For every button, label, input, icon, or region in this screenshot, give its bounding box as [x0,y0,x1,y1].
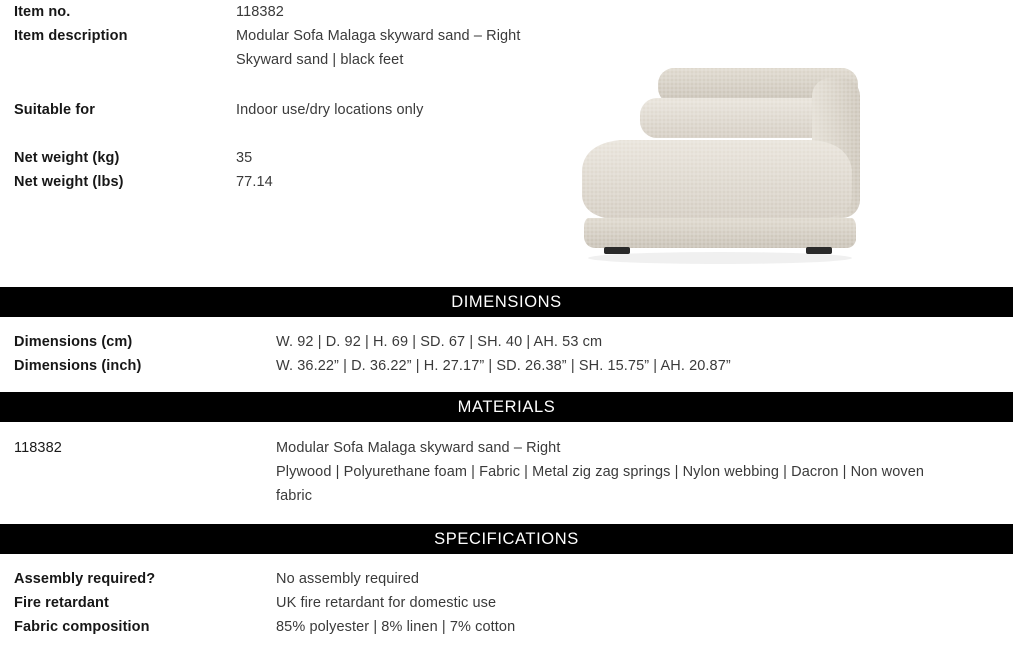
row-fire-retardant [0,591,1013,615]
net-weight-lbs-label: Net weight (lbs) [14,174,124,190]
dimensions-inch-value: W. 36.22” | D. 36.22” | H. 27.17” | SD. 26.38” | SH. 15.75” | AH. 20.87” [276,358,731,374]
row-fabric-composition [0,615,1013,639]
fabric-composition-label: Fabric composition [14,619,150,635]
materials-composition-line-1: Plywood | Polyurethane foam | Fabric | Metal zig zag springs | Nylon webbing | Dacron | Non woven [276,464,925,480]
assembly-required-label: Assembly required? [14,571,156,587]
assembly-required-value: No assembly required [276,571,420,587]
fire-retardant-value: UK fire retardant for domestic use [276,595,497,611]
row-dimensions-cm [0,330,1013,354]
fire-retardant-label: Fire retardant [14,595,109,611]
row-suitable-for [0,98,1013,122]
dimensions-cm-value: W. 92 | D. 92 | H. 69 | SD. 67 | SH. 40 | AH. 53 cm [276,334,603,350]
item-no-label: Item no. [14,4,71,20]
materials-composition-line-2: fabric [276,488,313,504]
net-weight-kg-value: 35 [236,150,253,166]
item-description-value [236,24,1013,72]
row-assembly-required [0,567,1013,591]
spacer-after-suitable [0,122,1013,146]
row-net-weight-kg [0,146,1013,170]
item-description-line-1: Modular Sofa Malaga skyward sand – Right [236,28,521,44]
materials-block [0,422,1013,524]
item-no-value: 118382 [236,4,284,20]
materials-value [236,436,1013,508]
dimensions-block [0,317,1013,392]
row-item-no [0,0,1013,24]
specifications-block [0,554,1013,639]
suitable-for-value: Indoor use/dry locations only [236,102,424,118]
section-header-dimensions: DIMENSIONS [0,287,1013,317]
spacer-after-description [0,72,1013,98]
dimensions-inch-label: Dimensions (inch) [14,358,142,374]
row-net-weight-lbs [0,170,1013,194]
row-dimensions-inch [0,354,1013,378]
section-header-specifications: SPECIFICATIONS [0,524,1013,554]
item-description-label: Item description [14,28,128,44]
item-description-line-2: Skyward sand | black feet [236,52,404,68]
row-materials [0,436,1013,508]
suitable-for-label: Suitable for [14,102,95,118]
materials-item-name: Modular Sofa Malaga skyward sand – Right [276,440,561,456]
materials-item-code: 118382 [14,440,62,456]
net-weight-kg-label: Net weight (kg) [14,150,120,166]
dimensions-cm-label: Dimensions (cm) [14,334,133,350]
net-weight-lbs-value: 77.14 [236,174,273,190]
fabric-composition-value: 85% polyester | 8% linen | 7% cotton [276,619,516,635]
product-info-block [0,0,1013,194]
row-item-description [0,24,1013,72]
section-header-materials: MATERIALS [0,392,1013,422]
